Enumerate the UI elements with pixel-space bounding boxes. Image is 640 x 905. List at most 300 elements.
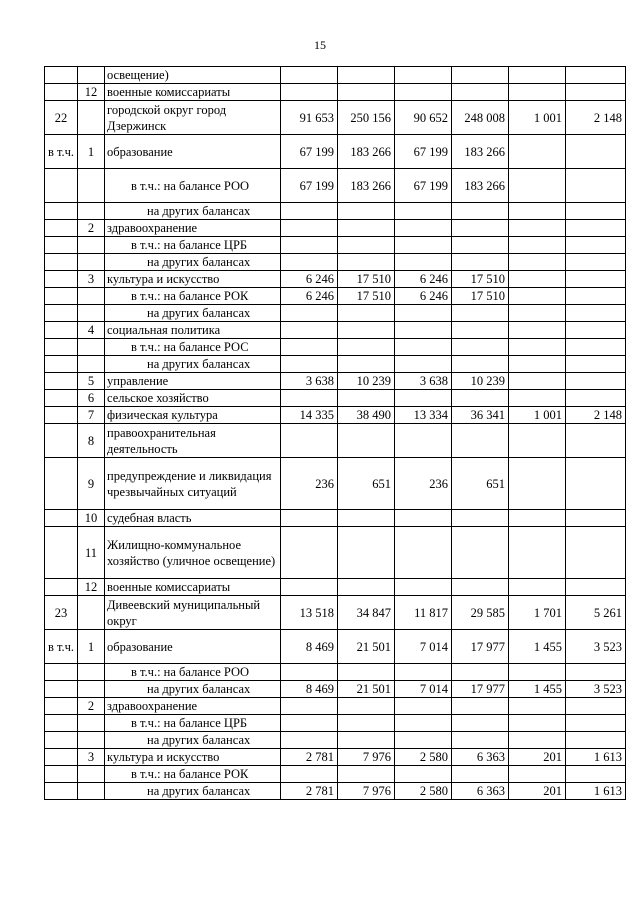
value-cell bbox=[509, 339, 566, 356]
value-cell bbox=[509, 356, 566, 373]
value-cell bbox=[452, 356, 509, 373]
value-cell bbox=[395, 732, 452, 749]
table-row bbox=[45, 681, 626, 698]
value-cell bbox=[566, 510, 626, 527]
value-cell: 10 239 bbox=[338, 373, 395, 390]
value-cell bbox=[566, 288, 626, 305]
value-cell bbox=[566, 356, 626, 373]
value-cell: 183 266 bbox=[338, 169, 395, 203]
value-cell bbox=[566, 766, 626, 783]
table-row bbox=[45, 596, 626, 630]
table-row bbox=[45, 322, 626, 339]
item-name-cell: физическая культура bbox=[105, 407, 281, 424]
row-index-cell bbox=[45, 664, 78, 681]
value-cell: 7 014 bbox=[395, 630, 452, 664]
value-cell: 1 455 bbox=[509, 630, 566, 664]
value-cell bbox=[509, 67, 566, 84]
row-index-cell bbox=[45, 237, 78, 254]
value-cell bbox=[281, 732, 338, 749]
row-index-cell bbox=[45, 715, 78, 732]
table-row bbox=[45, 237, 626, 254]
value-cell bbox=[452, 203, 509, 220]
value-cell bbox=[509, 169, 566, 203]
table-row bbox=[45, 630, 626, 664]
value-cell bbox=[509, 664, 566, 681]
value-cell: 236 bbox=[281, 458, 338, 510]
data-table bbox=[44, 66, 626, 800]
item-number-cell: 3 bbox=[78, 749, 105, 766]
item-name-cell: на других балансах bbox=[105, 203, 281, 220]
item-name-cell: военные комиссариаты bbox=[105, 84, 281, 101]
table-row bbox=[45, 749, 626, 766]
item-name-cell: судебная власть bbox=[105, 510, 281, 527]
value-cell: 67 199 bbox=[281, 135, 338, 169]
item-name-cell: здравоохранение bbox=[105, 220, 281, 237]
value-cell: 3 523 bbox=[566, 630, 626, 664]
value-cell bbox=[338, 220, 395, 237]
item-number-cell bbox=[78, 356, 105, 373]
table-row bbox=[45, 766, 626, 783]
item-name-cell: Дивеевский муниципальный округ bbox=[105, 596, 281, 630]
value-cell: 6 246 bbox=[395, 271, 452, 288]
value-cell bbox=[566, 579, 626, 596]
row-index-cell bbox=[45, 305, 78, 322]
table-row bbox=[45, 84, 626, 101]
value-cell: 17 977 bbox=[452, 681, 509, 698]
value-cell bbox=[566, 305, 626, 322]
value-cell bbox=[452, 732, 509, 749]
row-index-cell bbox=[45, 356, 78, 373]
item-name-cell: на других балансах bbox=[105, 732, 281, 749]
value-cell: 8 469 bbox=[281, 681, 338, 698]
value-cell bbox=[338, 664, 395, 681]
value-cell: 21 501 bbox=[338, 630, 395, 664]
value-cell bbox=[395, 322, 452, 339]
value-cell: 183 266 bbox=[452, 135, 509, 169]
value-cell bbox=[566, 424, 626, 458]
value-cell bbox=[566, 664, 626, 681]
value-cell bbox=[566, 135, 626, 169]
value-cell bbox=[338, 356, 395, 373]
item-name-cell: в т.ч.: на балансе РОК bbox=[105, 766, 281, 783]
value-cell bbox=[452, 390, 509, 407]
item-number-cell bbox=[78, 664, 105, 681]
value-cell bbox=[281, 510, 338, 527]
value-cell bbox=[452, 339, 509, 356]
item-number-cell bbox=[78, 715, 105, 732]
value-cell bbox=[338, 424, 395, 458]
value-cell bbox=[395, 203, 452, 220]
item-name-cell: предупреждение и ликвидация чрезвычайных ситуаций bbox=[105, 458, 281, 510]
value-cell bbox=[281, 84, 338, 101]
value-cell bbox=[509, 715, 566, 732]
value-cell bbox=[338, 84, 395, 101]
value-cell bbox=[338, 203, 395, 220]
value-cell bbox=[338, 339, 395, 356]
table-row bbox=[45, 424, 626, 458]
value-cell: 67 199 bbox=[395, 135, 452, 169]
value-cell bbox=[395, 510, 452, 527]
value-cell: 17 510 bbox=[338, 271, 395, 288]
item-number-cell bbox=[78, 783, 105, 800]
value-cell bbox=[338, 579, 395, 596]
value-cell bbox=[281, 527, 338, 579]
value-cell bbox=[509, 579, 566, 596]
value-cell bbox=[566, 220, 626, 237]
page-number: 15 bbox=[314, 38, 326, 52]
value-cell: 183 266 bbox=[338, 135, 395, 169]
item-number-cell: 5 bbox=[78, 373, 105, 390]
value-cell: 3 638 bbox=[395, 373, 452, 390]
row-index-cell bbox=[45, 220, 78, 237]
table-row bbox=[45, 305, 626, 322]
value-cell bbox=[452, 510, 509, 527]
value-cell bbox=[452, 766, 509, 783]
value-cell bbox=[395, 766, 452, 783]
value-cell bbox=[338, 305, 395, 322]
item-number-cell bbox=[78, 596, 105, 630]
value-cell bbox=[452, 254, 509, 271]
table-row bbox=[45, 203, 626, 220]
value-cell bbox=[281, 390, 338, 407]
item-number-cell: 1 bbox=[78, 135, 105, 169]
item-name-cell: в т.ч.: на балансе РОК bbox=[105, 288, 281, 305]
value-cell: 1 613 bbox=[566, 783, 626, 800]
value-cell: 201 bbox=[509, 749, 566, 766]
value-cell bbox=[395, 67, 452, 84]
value-cell bbox=[566, 339, 626, 356]
row-index-cell bbox=[45, 203, 78, 220]
value-cell: 248 008 bbox=[452, 101, 509, 135]
value-cell bbox=[566, 169, 626, 203]
item-name-cell: освещение) bbox=[105, 67, 281, 84]
row-index-cell bbox=[45, 766, 78, 783]
table-row bbox=[45, 356, 626, 373]
value-cell: 1 001 bbox=[509, 407, 566, 424]
row-index-cell bbox=[45, 698, 78, 715]
value-cell: 651 bbox=[452, 458, 509, 510]
item-number-cell: 10 bbox=[78, 510, 105, 527]
row-index-cell bbox=[45, 579, 78, 596]
value-cell bbox=[509, 732, 566, 749]
value-cell bbox=[566, 373, 626, 390]
value-cell: 5 261 bbox=[566, 596, 626, 630]
value-cell: 8 469 bbox=[281, 630, 338, 664]
value-cell: 17 977 bbox=[452, 630, 509, 664]
value-cell: 13 518 bbox=[281, 596, 338, 630]
value-cell bbox=[395, 698, 452, 715]
value-cell bbox=[338, 732, 395, 749]
value-cell bbox=[452, 305, 509, 322]
table-row bbox=[45, 407, 626, 424]
value-cell bbox=[509, 305, 566, 322]
value-cell bbox=[566, 527, 626, 579]
value-cell: 67 199 bbox=[395, 169, 452, 203]
value-cell: 21 501 bbox=[338, 681, 395, 698]
value-cell: 236 bbox=[395, 458, 452, 510]
value-cell bbox=[452, 664, 509, 681]
item-name-cell: военные комиссариаты bbox=[105, 579, 281, 596]
row-index-cell bbox=[45, 67, 78, 84]
value-cell bbox=[281, 322, 338, 339]
item-name-cell: социальная политика bbox=[105, 322, 281, 339]
table-row bbox=[45, 732, 626, 749]
row-index-cell bbox=[45, 169, 78, 203]
value-cell bbox=[509, 527, 566, 579]
table-row bbox=[45, 339, 626, 356]
value-cell: 183 266 bbox=[452, 169, 509, 203]
value-cell bbox=[281, 664, 338, 681]
value-cell bbox=[509, 373, 566, 390]
item-name-cell: в т.ч.: на балансе ЦРБ bbox=[105, 715, 281, 732]
row-index-cell bbox=[45, 681, 78, 698]
value-cell bbox=[395, 356, 452, 373]
value-cell bbox=[395, 715, 452, 732]
row-index-cell bbox=[45, 254, 78, 271]
item-number-cell: 7 bbox=[78, 407, 105, 424]
value-cell: 67 199 bbox=[281, 169, 338, 203]
row-index-cell bbox=[45, 84, 78, 101]
value-cell bbox=[566, 237, 626, 254]
item-number-cell bbox=[78, 101, 105, 135]
row-index-cell bbox=[45, 390, 78, 407]
value-cell bbox=[509, 424, 566, 458]
value-cell bbox=[566, 203, 626, 220]
value-cell bbox=[509, 203, 566, 220]
value-cell: 1 455 bbox=[509, 681, 566, 698]
value-cell: 2 580 bbox=[395, 783, 452, 800]
value-cell bbox=[509, 322, 566, 339]
item-name-cell: правоохранительная деятельность bbox=[105, 424, 281, 458]
value-cell: 250 156 bbox=[338, 101, 395, 135]
row-index-cell: 23 bbox=[45, 596, 78, 630]
value-cell bbox=[281, 67, 338, 84]
value-cell: 38 490 bbox=[338, 407, 395, 424]
row-index-cell bbox=[45, 783, 78, 800]
table-row bbox=[45, 783, 626, 800]
value-cell: 651 bbox=[338, 458, 395, 510]
value-cell bbox=[566, 715, 626, 732]
table-row bbox=[45, 579, 626, 596]
value-cell bbox=[452, 237, 509, 254]
item-number-cell: 4 bbox=[78, 322, 105, 339]
value-cell bbox=[509, 135, 566, 169]
table-row bbox=[45, 458, 626, 510]
value-cell bbox=[338, 715, 395, 732]
value-cell: 7 976 bbox=[338, 783, 395, 800]
item-name-cell: Жилищно-коммунальное хозяйство (уличное освещение) bbox=[105, 527, 281, 579]
value-cell bbox=[566, 458, 626, 510]
item-name-cell: городской округ город Дзержинск bbox=[105, 101, 281, 135]
value-cell bbox=[395, 237, 452, 254]
value-cell: 90 652 bbox=[395, 101, 452, 135]
item-number-cell: 12 bbox=[78, 84, 105, 101]
value-cell bbox=[452, 322, 509, 339]
value-cell bbox=[281, 254, 338, 271]
value-cell bbox=[452, 424, 509, 458]
item-number-cell: 12 bbox=[78, 579, 105, 596]
value-cell bbox=[509, 698, 566, 715]
value-cell bbox=[566, 390, 626, 407]
value-cell bbox=[509, 220, 566, 237]
value-cell: 2 781 bbox=[281, 783, 338, 800]
item-name-cell: в т.ч.: на балансе РОО bbox=[105, 169, 281, 203]
item-name-cell: культура и искусство bbox=[105, 749, 281, 766]
value-cell bbox=[338, 254, 395, 271]
row-index-cell: в т.ч. bbox=[45, 630, 78, 664]
value-cell: 34 847 bbox=[338, 596, 395, 630]
value-cell bbox=[395, 527, 452, 579]
item-name-cell: культура и искусство bbox=[105, 271, 281, 288]
value-cell bbox=[338, 510, 395, 527]
item-number-cell bbox=[78, 67, 105, 84]
value-cell: 2 148 bbox=[566, 407, 626, 424]
row-index-cell bbox=[45, 271, 78, 288]
row-index-cell bbox=[45, 339, 78, 356]
row-index-cell bbox=[45, 510, 78, 527]
value-cell bbox=[395, 254, 452, 271]
item-number-cell bbox=[78, 732, 105, 749]
table-row bbox=[45, 135, 626, 169]
value-cell: 29 585 bbox=[452, 596, 509, 630]
row-index-cell bbox=[45, 373, 78, 390]
table-row bbox=[45, 101, 626, 135]
table-row bbox=[45, 390, 626, 407]
value-cell: 6 363 bbox=[452, 783, 509, 800]
value-cell bbox=[281, 356, 338, 373]
value-cell: 7 976 bbox=[338, 749, 395, 766]
value-cell bbox=[452, 84, 509, 101]
value-cell bbox=[281, 715, 338, 732]
value-cell bbox=[338, 390, 395, 407]
item-name-cell: сельское хозяйство bbox=[105, 390, 281, 407]
value-cell bbox=[566, 271, 626, 288]
item-name-cell: в т.ч.: на балансе ЦРБ bbox=[105, 237, 281, 254]
row-index-cell: 22 bbox=[45, 101, 78, 135]
item-name-cell: здравоохранение bbox=[105, 698, 281, 715]
item-name-cell: управление bbox=[105, 373, 281, 390]
table-row bbox=[45, 288, 626, 305]
value-cell bbox=[281, 339, 338, 356]
value-cell bbox=[395, 339, 452, 356]
value-cell bbox=[395, 579, 452, 596]
row-index-cell: в т.ч. bbox=[45, 135, 78, 169]
item-name-cell: образование bbox=[105, 135, 281, 169]
item-number-cell bbox=[78, 339, 105, 356]
value-cell: 2 148 bbox=[566, 101, 626, 135]
value-cell: 6 363 bbox=[452, 749, 509, 766]
table-row bbox=[45, 698, 626, 715]
item-number-cell bbox=[78, 169, 105, 203]
value-cell bbox=[452, 67, 509, 84]
value-cell: 36 341 bbox=[452, 407, 509, 424]
item-number-cell: 2 bbox=[78, 698, 105, 715]
item-number-cell: 11 bbox=[78, 527, 105, 579]
table-row bbox=[45, 67, 626, 84]
value-cell bbox=[566, 322, 626, 339]
item-number-cell: 1 bbox=[78, 630, 105, 664]
value-cell: 17 510 bbox=[338, 288, 395, 305]
value-cell bbox=[281, 305, 338, 322]
value-cell: 17 510 bbox=[452, 271, 509, 288]
value-cell bbox=[509, 254, 566, 271]
value-cell: 10 239 bbox=[452, 373, 509, 390]
item-number-cell bbox=[78, 203, 105, 220]
table-row bbox=[45, 220, 626, 237]
item-number-cell bbox=[78, 305, 105, 322]
item-number-cell bbox=[78, 288, 105, 305]
value-cell bbox=[281, 579, 338, 596]
value-cell bbox=[281, 766, 338, 783]
table-row bbox=[45, 254, 626, 271]
table-row bbox=[45, 510, 626, 527]
item-name-cell: образование bbox=[105, 630, 281, 664]
value-cell bbox=[509, 288, 566, 305]
table-row bbox=[45, 373, 626, 390]
value-cell bbox=[452, 715, 509, 732]
row-index-cell bbox=[45, 732, 78, 749]
value-cell: 6 246 bbox=[395, 288, 452, 305]
value-cell: 3 523 bbox=[566, 681, 626, 698]
value-cell bbox=[509, 458, 566, 510]
table-row bbox=[45, 271, 626, 288]
value-cell bbox=[338, 67, 395, 84]
value-cell bbox=[281, 424, 338, 458]
value-cell: 6 246 bbox=[281, 271, 338, 288]
item-name-cell: в т.ч.: на балансе РОО bbox=[105, 664, 281, 681]
item-number-cell: 6 bbox=[78, 390, 105, 407]
item-number-cell: 8 bbox=[78, 424, 105, 458]
table-row bbox=[45, 715, 626, 732]
value-cell: 6 246 bbox=[281, 288, 338, 305]
value-cell bbox=[395, 220, 452, 237]
value-cell: 11 817 bbox=[395, 596, 452, 630]
value-cell bbox=[395, 424, 452, 458]
item-name-cell: в т.ч.: на балансе РОС bbox=[105, 339, 281, 356]
row-index-cell bbox=[45, 424, 78, 458]
value-cell bbox=[338, 527, 395, 579]
value-cell bbox=[566, 67, 626, 84]
value-cell bbox=[338, 237, 395, 254]
row-index-cell bbox=[45, 322, 78, 339]
table-row bbox=[45, 169, 626, 203]
value-cell bbox=[566, 254, 626, 271]
value-cell bbox=[452, 527, 509, 579]
value-cell bbox=[338, 322, 395, 339]
value-cell bbox=[281, 220, 338, 237]
value-cell bbox=[509, 271, 566, 288]
item-number-cell: 2 bbox=[78, 220, 105, 237]
table-row bbox=[45, 664, 626, 681]
value-cell bbox=[509, 390, 566, 407]
value-cell bbox=[338, 698, 395, 715]
value-cell bbox=[509, 84, 566, 101]
value-cell: 7 014 bbox=[395, 681, 452, 698]
value-cell: 17 510 bbox=[452, 288, 509, 305]
row-index-cell bbox=[45, 527, 78, 579]
row-index-cell bbox=[45, 288, 78, 305]
value-cell: 1 613 bbox=[566, 749, 626, 766]
value-cell bbox=[566, 698, 626, 715]
value-cell bbox=[395, 390, 452, 407]
value-cell bbox=[395, 664, 452, 681]
value-cell bbox=[281, 203, 338, 220]
item-name-cell: на других балансах bbox=[105, 681, 281, 698]
value-cell bbox=[281, 698, 338, 715]
value-cell bbox=[395, 84, 452, 101]
value-cell bbox=[566, 84, 626, 101]
item-name-cell: на других балансах bbox=[105, 254, 281, 271]
